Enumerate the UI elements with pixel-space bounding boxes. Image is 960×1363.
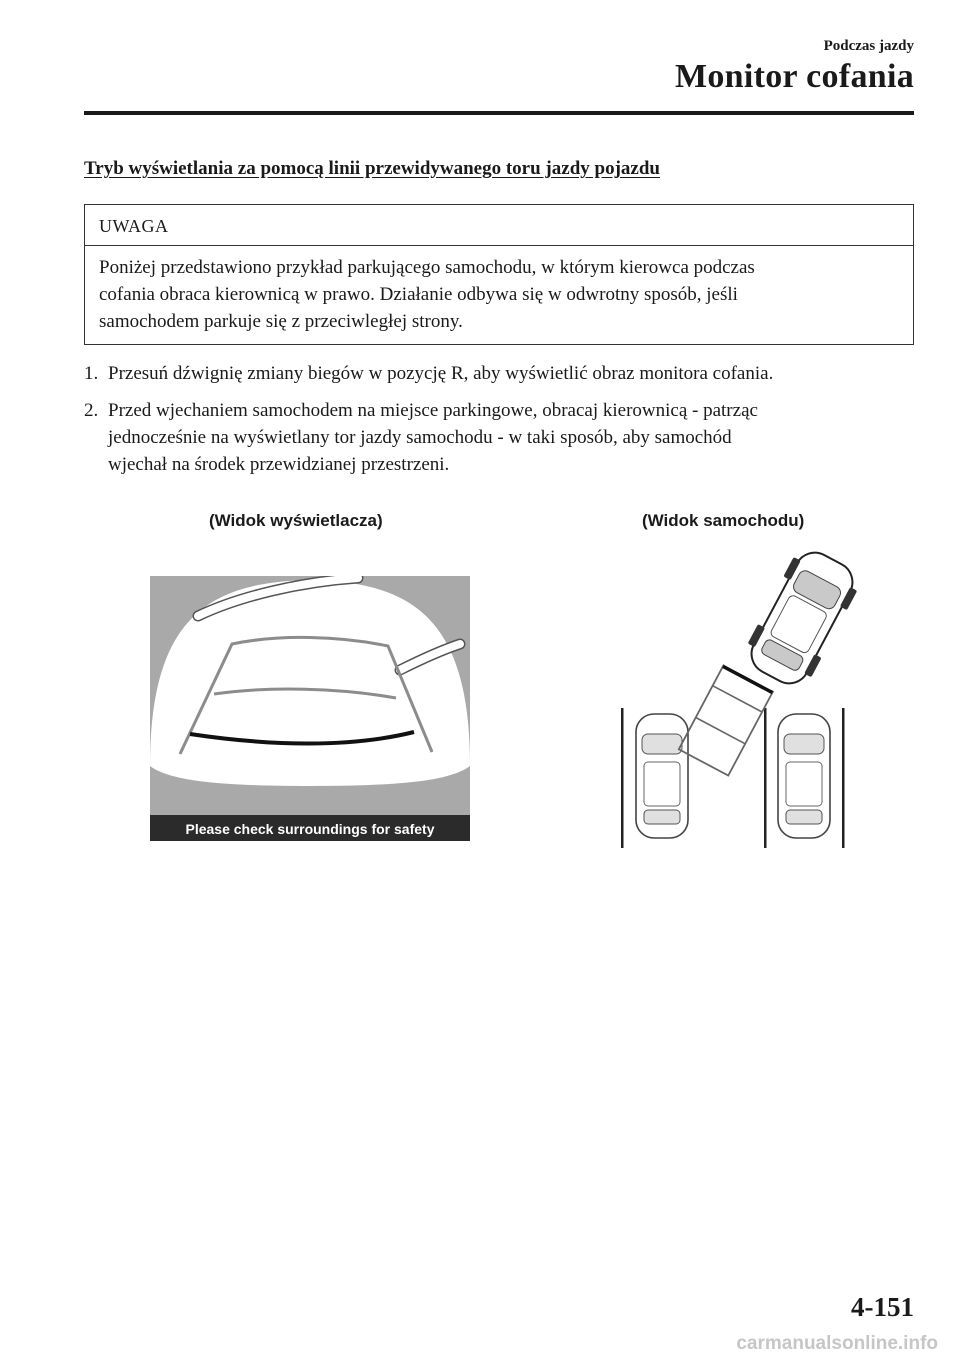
parked-car-left — [636, 714, 688, 838]
parking-line-middle — [764, 708, 767, 848]
note-line: Poniżej przedstawiono przykład parkującego samochodu, w którym kierowca podczas — [99, 257, 755, 278]
note-divider — [84, 245, 914, 246]
reversing-car — [739, 546, 865, 693]
watermark: carmanualsonline.info — [736, 1333, 938, 1354]
vehicle-view-illustration — [612, 546, 870, 856]
vehicle-view-label: (Widok samochodu) — [642, 511, 805, 530]
header-section-label: Podczas jazdy — [823, 38, 914, 54]
page-title: Monitor cofania — [674, 58, 914, 95]
parked-car-right — [778, 714, 830, 838]
section-heading: Tryb wyświetlania za pomocą linii przewidywanego toru jazdy pojazdu — [84, 158, 660, 179]
step-line: Przesuń dźwignię zmiany biegów w pozycję R, aby wyświetlić obraz monitora cofania. — [108, 363, 774, 384]
note-title: UWAGA — [99, 216, 169, 236]
step-text — [108, 360, 918, 387]
display-view-illustration — [150, 576, 470, 841]
note-body — [99, 254, 899, 335]
screen-message-text: Please check surroundings for safety — [185, 821, 435, 837]
parking-line-right — [842, 708, 845, 848]
step-line: jednocześnie na wyświetlany tor jazdy samochodu - w taki sposób, aby samochód — [108, 427, 732, 448]
guide-lines-on-ground — [679, 665, 774, 776]
parking-line-left — [621, 708, 624, 848]
step-number: 2. — [84, 400, 99, 421]
note-line: cofania obraca kierownicą w prawo. Działanie odbywa się w odwrotny sposób, jeśli — [99, 284, 738, 305]
header-divider — [84, 111, 914, 115]
page-number: 4-151 — [851, 1292, 914, 1322]
step-number: 1. — [84, 363, 99, 384]
step-text — [108, 397, 918, 478]
step-line: Przed wjechaniem samochodem na miejsce parkingowe, obracaj kierownicą - patrząc — [108, 400, 758, 421]
display-view-label: (Widok wyświetlacza) — [209, 511, 383, 530]
note-line: samochodem parkuje się z przeciwległej strony. — [99, 311, 463, 332]
step-line: wjechał na środek przewidzianej przestrzeni. — [108, 454, 450, 475]
